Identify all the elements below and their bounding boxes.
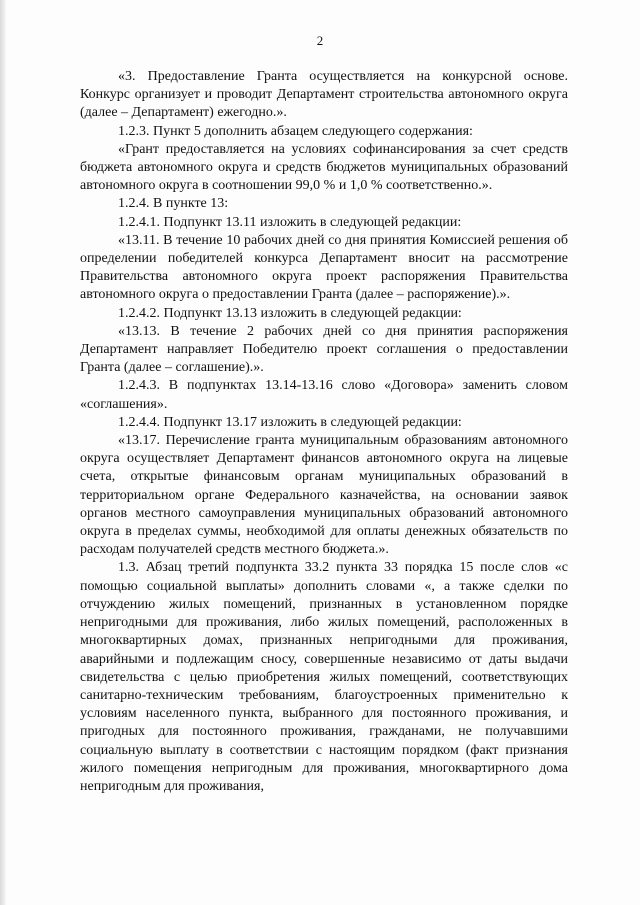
paragraph-1-2-3: 1.2.3. Пункт 5 дополнить абзацем следующего содержания: — [118, 123, 473, 139]
paragraph-13-17: «13.17. Перечисление гранта муниципальным образованиям автономного округа осуществляет Департамент финансов автономного округа на лицевые счета, открытые финансовым органам муниципальных образований в территориальном органе Федерального казначейства, на основании заявок органов местного самоуправления муниципальных образований автономного округа в пределах суммы, необходимой для оплаты денежных обязательств по расходам получателей средств местного бюджета.». — [80, 433, 568, 558]
paragraph-13-13: «13.13. В течение 2 рабочих дней со дня принятия распоряжения Департамент направляет Победителю проект соглашения о предоставлении Гранта (далее – соглашение).». — [80, 323, 568, 376]
paragraph-1-2-4-4: 1.2.4.4. Подпункт 13.17 изложить в следующей редакции: — [118, 414, 462, 430]
paragraph-grant-contest: «3. Предоставление Гранта осуществляется на конкурсной основе. Конкурс организует и проводит Департамент строительства автономного округа (далее – Департамент) ежегодно.». — [80, 69, 568, 121]
page-number: 2 — [316, 33, 324, 48]
paragraph-1-2-4: 1.2.4. В пункте 13: — [118, 196, 229, 212]
scan-edge — [0, 0, 6, 905]
paragraph-1-2-4-2: 1.2.4.2. Подпункт 13.13 изложить в следующей редакции: — [118, 305, 462, 321]
paragraph-cofinancing: «Грант предоставляется на условиях софинансирования за счет средств бюджета автономного округа и средств бюджетов муниципальных образований автономного округа в соотношении 99,0 % и 1,0 % соответственно.». — [80, 141, 568, 194]
paragraph-13-11: «13.11. В течение 10 рабочих дней со дня принятия Комиссией решения об определении победителей конкурса Департамент вносит на рассмотрение Правительства автономного округа проект распоряжения Правительства автономного округа о предоставлении Гранта (далее – распоряжение).». — [80, 232, 568, 303]
paragraph-1-2-4-1: 1.2.4.1. Подпункт 13.11 изложить в следующей редакции: — [118, 214, 462, 230]
paragraph-1-2-4-3: 1.2.4.3. В подпунктах 13.14-13.16 слово «Договора» заменить словом «соглашения». — [80, 378, 568, 412]
paragraph-1-3: 1.3. Абзац третий подпункта 33.2 пункта 33 порядка 15 после слов «с помощью социальной выплаты» дополнить словами «, а также сделки по отчуждению жилых помещений, признанных в установленном порядке непригодными для проживания, либо жилых помещений, расположенных в многоквартирных домах, признанных непригодными для проживания, аварийными и подлежащим сносу, совершенные независимо от даты выдачи свидетельства с целью приобретения жилых помещений, соответствующих санитарно-техническим требованиям, благоустроенных применительно к условиям населенного пункта, выбранного для постоянного проживания, и пригодных для постоянного проживания, гражданами, не получавшими социальную выплату в соответствии с настоящим порядком (факт признания жилого помещения непригодным для проживания, многоквартирного дома непригодным для проживания, — [80, 560, 568, 794]
document-body — [80, 68, 568, 796]
